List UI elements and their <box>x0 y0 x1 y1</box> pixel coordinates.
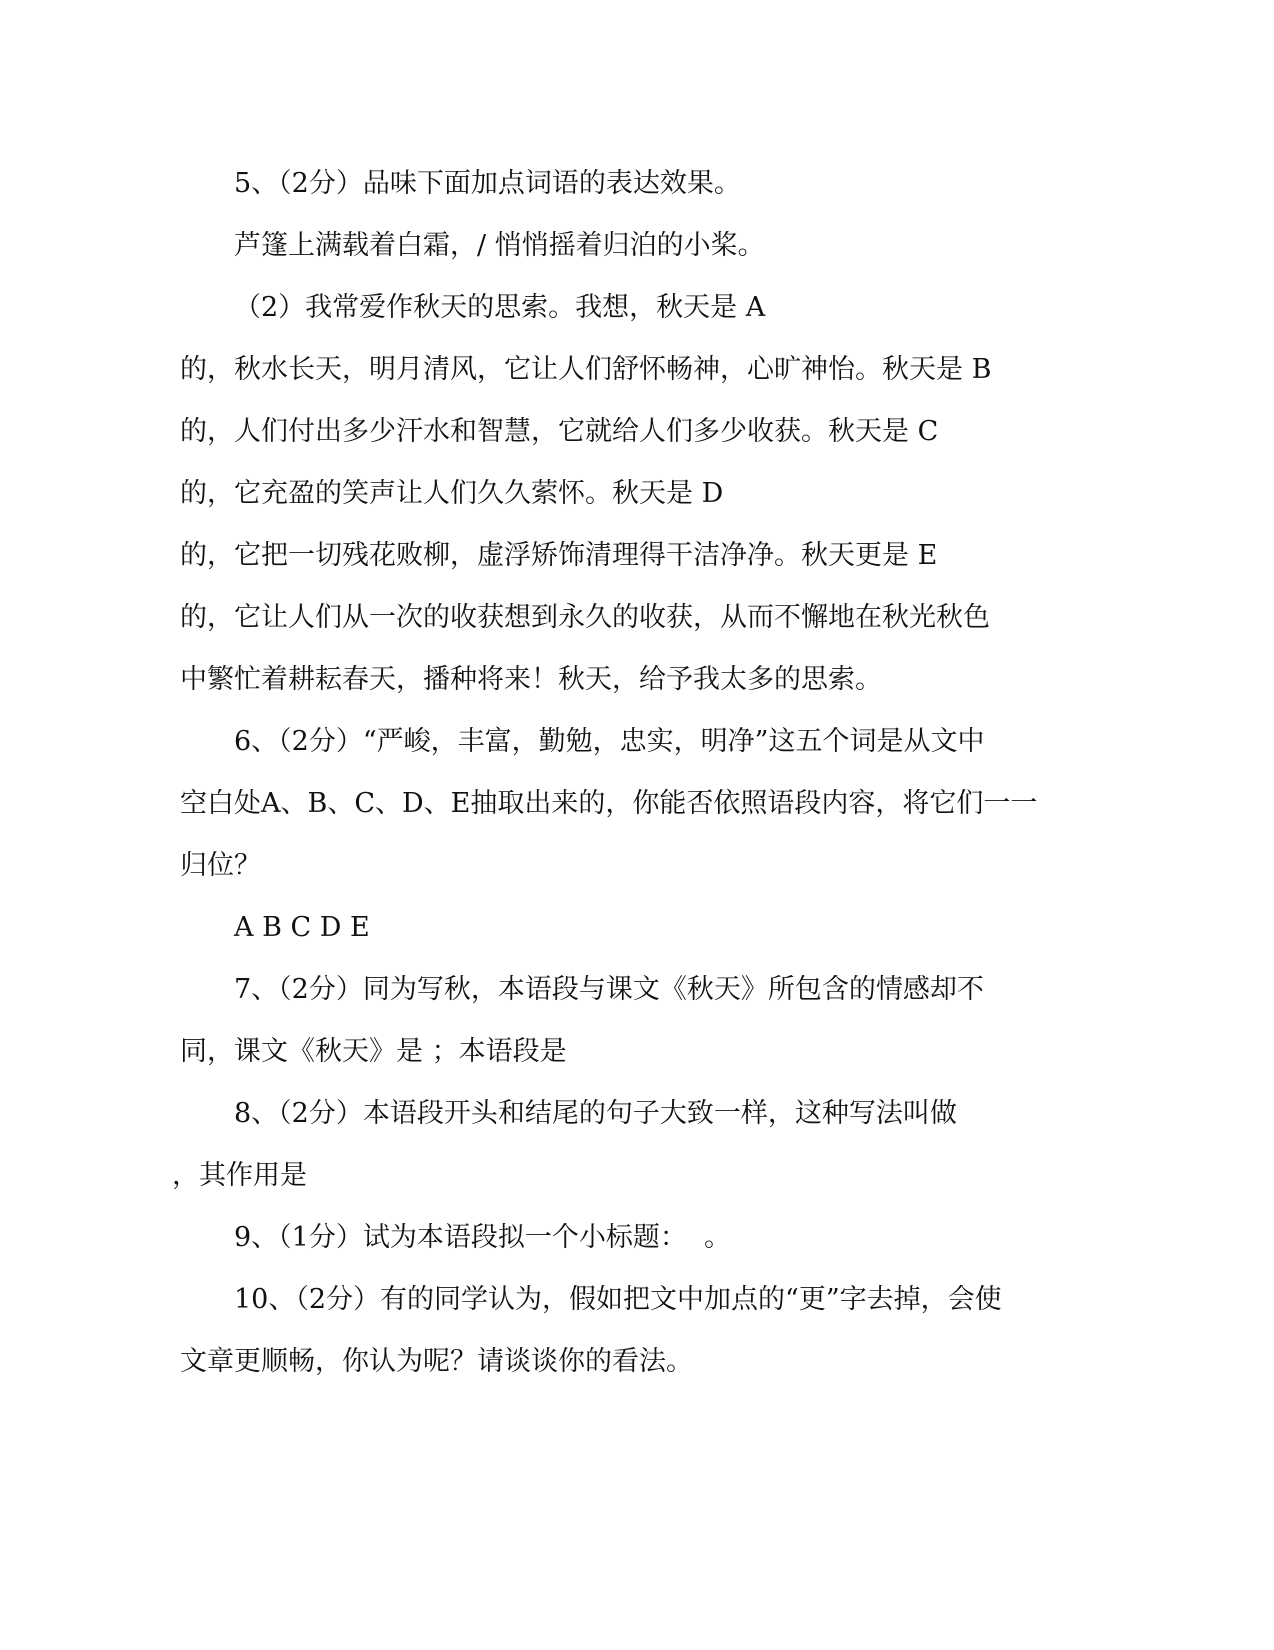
q6-prompt-end: 归位？ <box>180 850 261 881</box>
q10-prompt: 10、（2分）有的同学认为，假如把文中加点的“更”字去掉，会使 <box>234 1284 1002 1315</box>
passage-line-3: 的，人们付出多少汗水和智慧，它就给人们多少收获。秋天是 C <box>180 416 939 447</box>
q9-prompt: 9、（1分）试为本语段拟一个小标题： 。 <box>234 1222 732 1253</box>
passage-line-4: 的，它充盈的笑声让人们久久萦怀。秋天是 D <box>180 478 724 509</box>
passage-line-7: 中繁忙着耕耘春天，播种将来！秋天，给予我太多的思索。 <box>180 664 882 695</box>
q6-answer-slots: A B C D E <box>234 912 370 943</box>
passage-line-5: 的，它把一切残花败柳，虚浮矫饰清理得干洁净净。秋天更是 E <box>180 540 938 571</box>
q6-prompt-cont: 空白处A、B、C、D、E抽取出来的，你能否依照语段内容，将它们一一 <box>180 788 1038 819</box>
q5-prompt: 5、（2分）品味下面加点词语的表达效果。 <box>234 168 741 199</box>
passage-line-1: （2）我常爱作秋天的思索。我想，秋天是 A <box>234 292 766 323</box>
q6-prompt: 6、（2分）“严峻，丰富，勤勉，忠实，明净”这五个词是从文中 <box>234 726 985 757</box>
passage-line-2: 的，秋水长天，明月清风，它让人们舒怀畅神，心旷神怡。秋天是 B <box>180 354 992 385</box>
q8-prompt: 8、（2分）本语段开头和结尾的句子大致一样，这种写法叫做 <box>234 1098 957 1129</box>
q7-prompt: 7、（2分）同为写秋，本语段与课文《秋天》所包含的情感却不 <box>234 974 984 1005</box>
poem-quote: 芦篷上满载着白霜，/ 悄悄摇着归泊的小桨。 <box>234 230 765 261</box>
q10-prompt-cont: 文章更顺畅，你认为呢？请谈谈你的看法。 <box>180 1346 693 1377</box>
q7-prompt-cont: 同，课文《秋天》是 ；本语段是 <box>180 1036 567 1067</box>
q8-prompt-cont: ，其作用是 <box>172 1160 307 1191</box>
passage-line-6: 的，它让人们从一次的收获想到永久的收获，从而不懈地在秋光秋色 <box>180 602 990 633</box>
